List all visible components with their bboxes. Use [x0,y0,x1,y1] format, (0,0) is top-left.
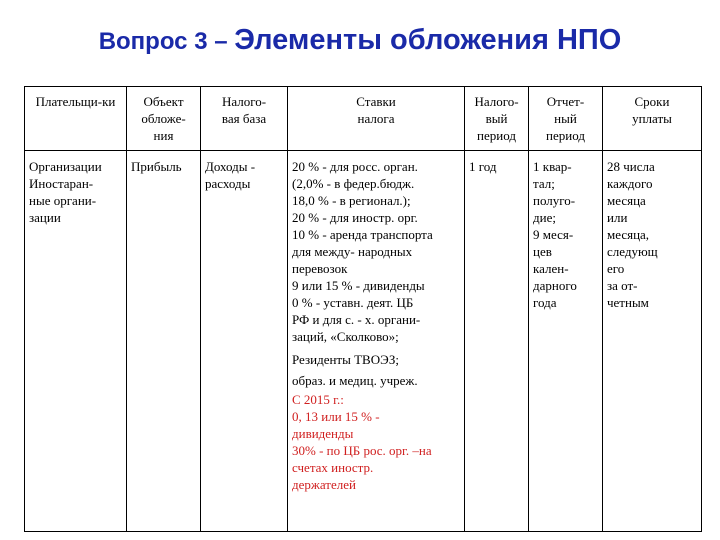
text-line: 1 год [469,159,497,174]
text-line: вый [485,111,508,126]
text-line: ния [153,128,174,143]
text-line: Ставки [356,94,396,109]
text-line: четным [607,295,649,310]
cell-base [201,151,288,532]
text-line: для между- народных [292,244,413,259]
text-line: образ. и медиц. учреж. [292,373,418,388]
text-line: Налого- [221,94,267,109]
text-line: 20 % - для росс. орган. [292,159,418,174]
text-line: Сроки [634,94,670,109]
text-line: заций, «Сколково»; [292,329,399,344]
header-rates [288,87,465,151]
text-line: каждого [607,176,653,191]
table-header-row [25,87,702,151]
text-line: С 2015 г.: [292,392,344,407]
text-line: полуго- [533,193,576,208]
header-tax-period [465,87,529,151]
text-line: 30% - по ЦБ рос. орг. –на [292,443,432,458]
text-line: РФ и для с. - х. органи- [292,312,421,327]
text-line: Налого- [474,94,519,109]
text-line: зации [29,210,61,225]
title-topic: Элементы обложения НПО [234,24,622,56]
text-line: его [607,261,625,276]
text-line: ные органи- [29,193,97,208]
cell-deadlines [603,151,702,532]
header-report-period [529,87,603,151]
text-line: 18,0 % - в регионал.); [292,193,411,208]
text-line: дарного [533,278,577,293]
text-line: кален- [533,261,569,276]
text-line: Плательщи-ки [35,94,116,109]
text-line: дие; [533,210,556,225]
text-line: Отчет- [546,94,585,109]
text-line: Резиденты ТВОЭЗ; [292,352,399,367]
text-line: перевозок [292,261,348,276]
title-question: Вопрос 3 – [98,28,235,55]
tax-elements-table [24,86,702,532]
text-line: года [533,295,557,310]
text-line: период [546,128,585,143]
text-line: тал; [533,176,555,191]
text-line: держателей [292,477,356,492]
cell-object [127,151,201,532]
text-line: Объект [143,94,184,109]
text-line: (2,0% - в федер.бюдж. [292,176,415,191]
text-line: 28 числа [607,159,655,174]
text-line: дивиденды [292,426,354,441]
text-line: 20 % - для иностр. орг. [292,210,418,225]
text-line: налога [357,111,395,126]
text-line: 10 % - аренда транспорта [292,227,433,242]
text-line: обложе- [141,111,186,126]
table-row [25,151,702,532]
text-line: следующ [607,244,658,259]
text-line: 9 меся- [533,227,574,242]
text-line: 0, 13 или 15 % - [292,409,380,424]
text-line: счетах иностр. [292,460,374,475]
header-object [127,87,201,151]
rates-red-note [292,391,460,493]
text-line: период [477,128,516,143]
cell-rates [288,151,465,532]
text-line: месяца [607,193,646,208]
text-line: или [607,210,628,225]
text-line: вая база [221,111,267,126]
page-title [0,24,720,57]
text-line: за от- [607,278,638,293]
text-line: 1 квар- [533,159,572,174]
cell-tax-period [465,151,529,532]
cell-payers [25,151,127,532]
text-line: цев [533,244,552,259]
text-line: уплаты [632,111,672,126]
text-line: Иностаран- [29,176,94,191]
text-line: ный [554,111,577,126]
text-line: 0 % - уставн. деят. ЦБ [292,295,414,310]
header-payers [25,87,127,151]
header-deadlines [603,87,702,151]
header-base [201,87,288,151]
text-line: месяца, [607,227,650,242]
text-line: 9 или 15 % - дивиденды [292,278,425,293]
text-line: Организации [29,159,102,174]
cell-report-period [529,151,603,532]
text-line: расходы [205,176,251,191]
text-line: Доходы - [205,159,256,174]
text-line: Прибыль [131,159,182,174]
